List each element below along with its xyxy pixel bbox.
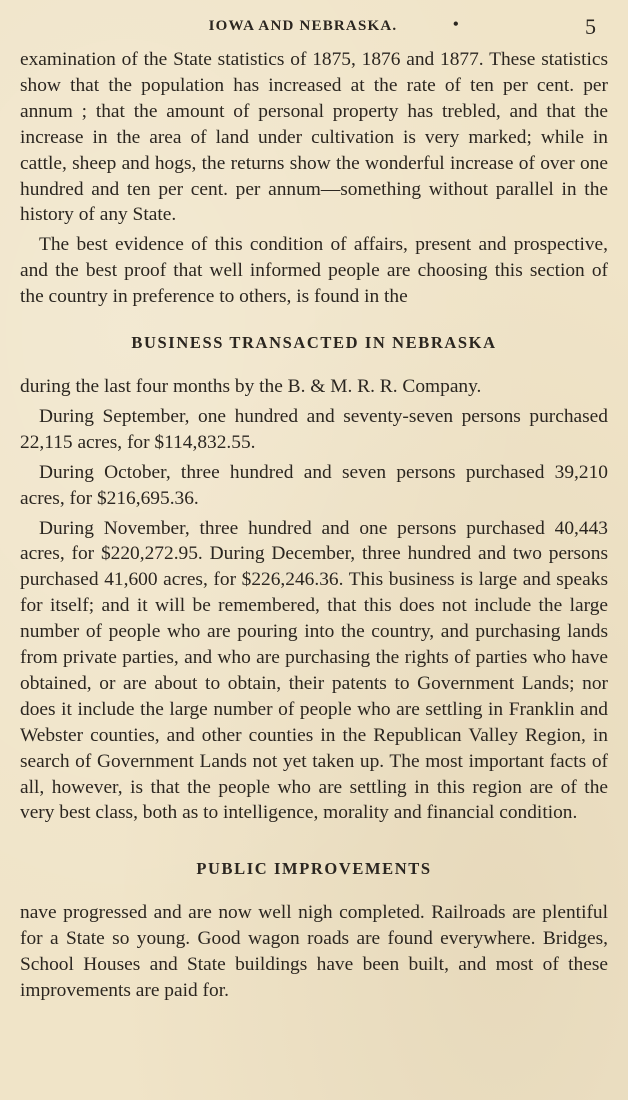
paragraph-statistics: examination of the State statistics of 1875, 1876 and 1877. These statistics show that the population has increased at the rate of ten per cent. per annum ; that the amount of personal property has trebled, and that the increase in the area of land under cultivation is very marked; while in cattle, sheep and hogs, the returns show the wonderful increase of over one hundred and ten per cent. per annum—something without parallel in the history of any State. bbox=[20, 49, 608, 226]
running-head: IOWA AND NEBRASKA. bbox=[208, 18, 398, 34]
header-separator: • bbox=[453, 16, 459, 33]
paragraph-october: During October, three hundred and seven persons purchased 39,210 acres, for $216,695.36. bbox=[20, 461, 608, 509]
paragraph-evidence: The best evidence of this condition of affairs, present and prospective, and the best proof that well informed people are choosing this section of the country in preference to others, is found in the bbox=[20, 234, 608, 308]
paragraph-september: During September, one hundred and seventy-seven persons purchased 22,115 acres, for $114,832.55. bbox=[20, 405, 608, 453]
page-number: 5 bbox=[585, 14, 596, 39]
paragraph-improvements: nave progressed and are now well nigh completed. Railroads are plentiful for a State so young. Good wagon roads are found everywhere. Bridges, School Houses and State buildings have been built, and most of these improvements are paid for. bbox=[20, 902, 608, 1001]
page-body bbox=[20, 47, 608, 1004]
paragraph-four-months: during the last four months by the B. & M. R. R. Company. bbox=[20, 375, 482, 397]
page-header bbox=[0, 14, 628, 42]
paragraph-november: During November, three hundred and one persons purchased 40,443 acres, for $220,272.95. During December, three hundred and two persons purchased 41,600 acres, for $226,246.36. This business is large and speaks for itself; and it will be remembered, that this does not include the large number of people who are pouring into the country, and purchasing lands from private parties, and who are purchasing the rights of parties who have obtained, or are about to obtain, their patents to Government Lands; nor does it include the large number of people who are settling in Franklin and Webster counties, and other counties in the Republican Valley Region, in search of Government Lands not yet taken up. The most important facts of all, however, is that the people who are settling in this region are of the very best class, both as to intelligence, morality and financial condition. bbox=[20, 517, 608, 824]
section-heading-improvements: PUBLIC IMPROVEMENTS bbox=[196, 859, 432, 879]
section-heading-business: BUSINESS TRANSACTED IN NEBRASKA bbox=[131, 333, 497, 353]
